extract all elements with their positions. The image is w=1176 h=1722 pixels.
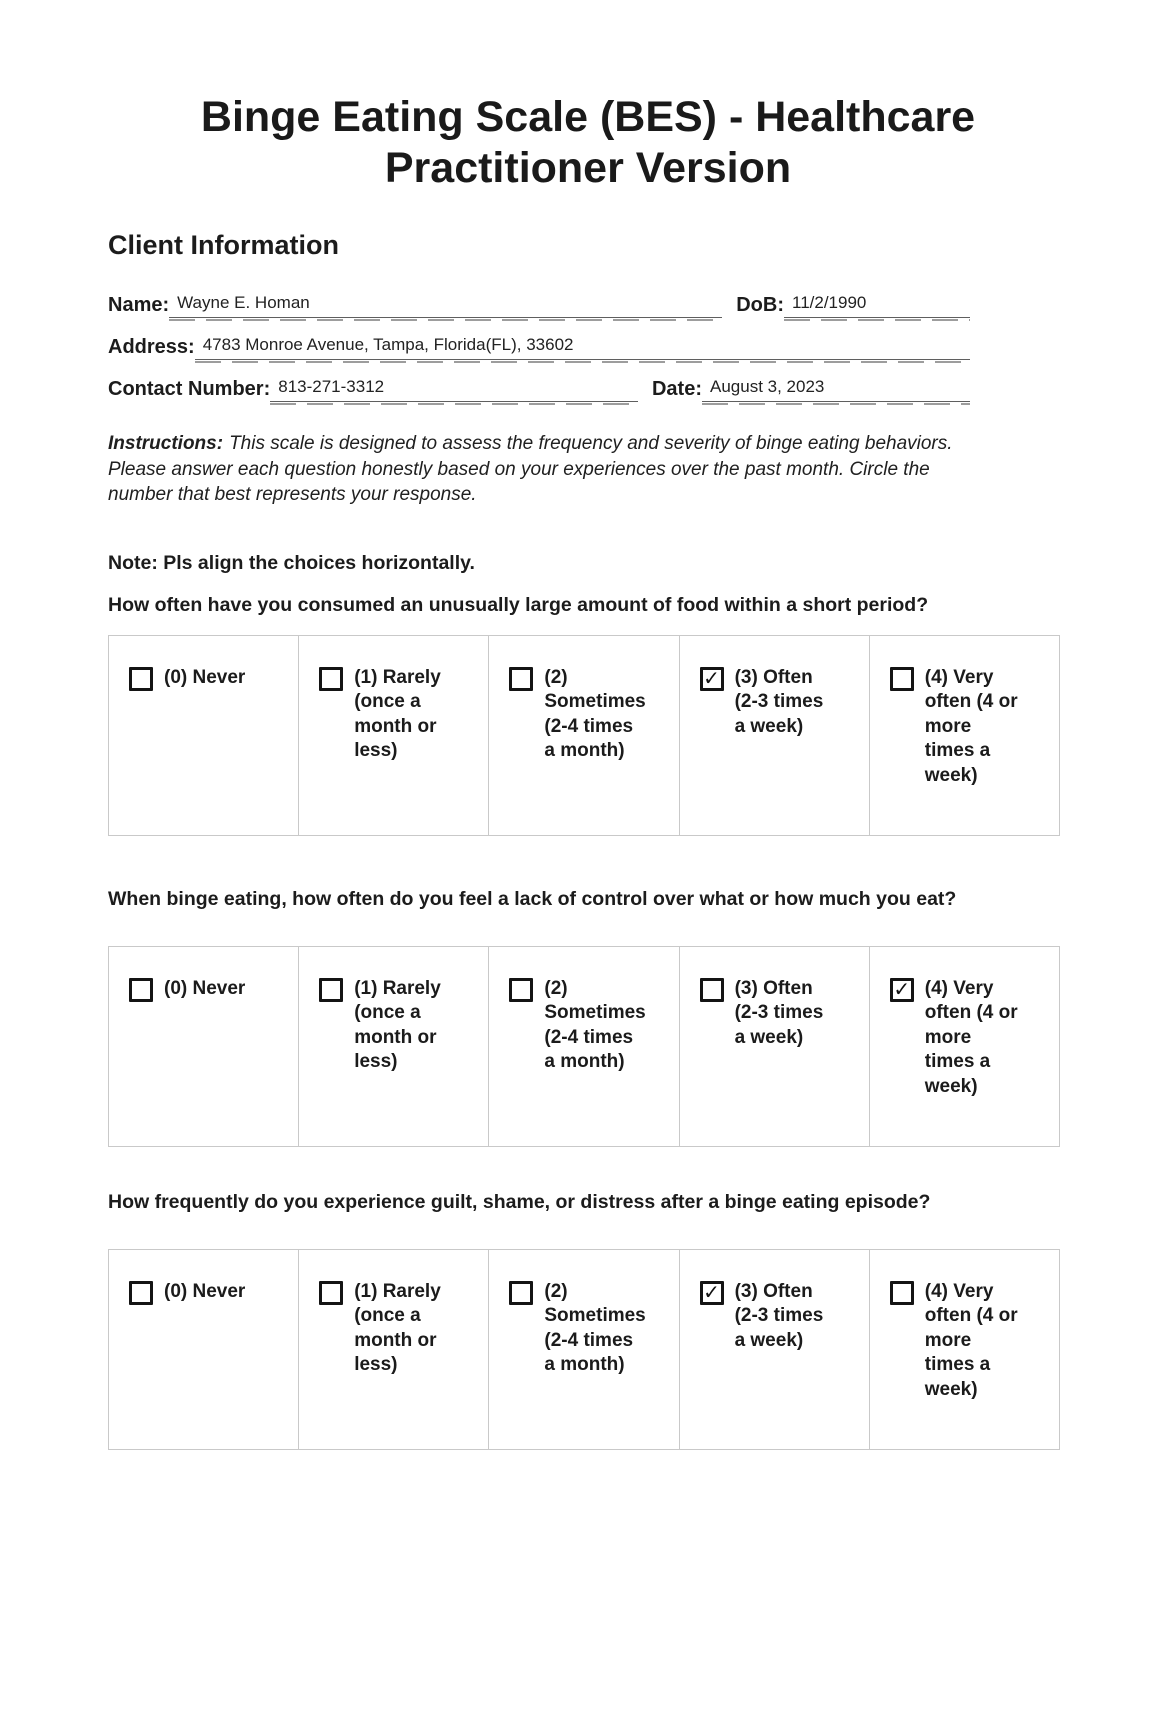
option-checkbox[interactable] <box>129 978 153 1002</box>
option-cell-rarely <box>299 946 489 1146</box>
question-3-options-table <box>108 1249 1060 1450</box>
address-value: 4783 Monroe Avenue, Tampa, Florida(FL), 33602 <box>202 335 574 354</box>
option-label: (2) Sometimes (2-4 times a month) <box>544 666 646 761</box>
option-label: (0) Never <box>164 1280 246 1302</box>
option-label: (4) Very often (4 or more times a week) <box>924 666 1018 786</box>
options-row <box>109 1249 1060 1449</box>
question-1-options-table <box>108 635 1060 836</box>
contact-row <box>108 375 970 402</box>
option-label: (2) Sometimes (2-4 times a month) <box>544 1280 646 1375</box>
contact-number-field[interactable] <box>270 376 638 402</box>
date-field[interactable] <box>702 376 970 402</box>
instructions-label: Instructions: <box>108 433 224 454</box>
option-cell-sometimes <box>489 946 679 1146</box>
option-label: (4) Very often (4 or more times a week) <box>924 977 1018 1097</box>
option-label: (0) Never <box>164 666 246 688</box>
option-label: (1) Rarely (once a month or less) <box>354 1280 441 1375</box>
option-checkbox-checked[interactable]: ✓ <box>700 1281 724 1305</box>
option-cell-rarely <box>299 635 489 835</box>
option-cell-sometimes <box>489 1249 679 1449</box>
client-information-section <box>108 291 970 402</box>
option-checkbox[interactable] <box>509 1281 533 1305</box>
option-checkbox[interactable] <box>319 978 343 1002</box>
options-row <box>109 635 1060 835</box>
address-row <box>108 333 970 360</box>
section-heading-client-information: Client Information <box>108 230 339 260</box>
option-checkbox[interactable] <box>509 667 533 691</box>
option-label: (2) Sometimes (2-4 times a month) <box>544 977 646 1072</box>
dob-value: 11/2/1990 <box>792 293 867 312</box>
option-cell-sometimes <box>489 635 679 835</box>
option-label: (1) Rarely (once a month or less) <box>354 977 441 1072</box>
address-field[interactable] <box>195 334 970 360</box>
date-label: Date: <box>651 378 702 400</box>
option-cell-very-often <box>869 946 1059 1146</box>
option-label: (1) Rarely (once a month or less) <box>354 666 441 761</box>
question-3-text: How frequently do you experience guilt, shame, or distress after a binge eating episode? <box>108 1190 931 1213</box>
option-checkbox[interactable] <box>700 978 724 1002</box>
option-cell-often <box>679 635 869 835</box>
option-cell-never <box>109 1249 299 1449</box>
page-title: Binge Eating Scale (BES) - Healthcare Practitioner Version <box>200 93 976 192</box>
option-label: (4) Very often (4 or more times a week) <box>924 1280 1018 1400</box>
option-label: (3) Often (2-3 times a week) <box>734 1280 824 1351</box>
option-label: (3) Often (2-3 times a week) <box>734 977 824 1048</box>
instructions-text: This scale is designed to assess the frequency and severity of binge eating behaviors. Please answer each question honestly based on your experiences over the past month. Circle the number that best represents your response. <box>108 433 953 505</box>
name-row <box>108 291 970 318</box>
option-checkbox[interactable] <box>319 667 343 691</box>
options-row <box>109 946 1060 1146</box>
option-checkbox[interactable] <box>890 1281 914 1305</box>
name-label: Name: <box>108 294 170 316</box>
option-cell-never <box>109 635 299 835</box>
address-label: Address: <box>108 336 195 358</box>
option-cell-rarely <box>299 1249 489 1449</box>
note-text: Note: Pls align the choices horizontally. <box>108 551 475 574</box>
dob-field[interactable] <box>784 292 970 318</box>
option-label: (0) Never <box>164 977 246 999</box>
dob-label: DoB: <box>736 294 784 316</box>
option-cell-never <box>109 946 299 1146</box>
option-checkbox[interactable] <box>890 667 914 691</box>
contact-number-value: 813-271-3312 <box>278 377 385 396</box>
option-cell-very-often <box>869 635 1059 835</box>
option-label: (3) Often (2-3 times a week) <box>734 666 824 737</box>
name-value: Wayne E. Homan <box>177 293 310 312</box>
question-1-text: How often have you consumed an unusually large amount of food within a short period? <box>108 593 929 616</box>
question-2-options-table <box>108 946 1060 1147</box>
option-checkbox[interactable] <box>129 667 153 691</box>
instructions-paragraph <box>108 431 976 508</box>
option-checkbox[interactable] <box>129 1281 153 1305</box>
option-checkbox-checked[interactable]: ✓ <box>700 667 724 691</box>
option-checkbox[interactable] <box>319 1281 343 1305</box>
option-cell-often <box>679 946 869 1146</box>
option-checkbox[interactable] <box>509 978 533 1002</box>
date-value: August 3, 2023 <box>710 377 825 396</box>
option-checkbox-checked[interactable]: ✓ <box>890 978 914 1002</box>
contact-number-label: Contact Number: <box>108 378 271 400</box>
option-cell-very-often <box>869 1249 1059 1449</box>
name-field[interactable] <box>169 292 722 318</box>
question-2-text: When binge eating, how often do you feel a lack of control over what or how much you eat? <box>108 887 957 910</box>
option-cell-often <box>679 1249 869 1449</box>
